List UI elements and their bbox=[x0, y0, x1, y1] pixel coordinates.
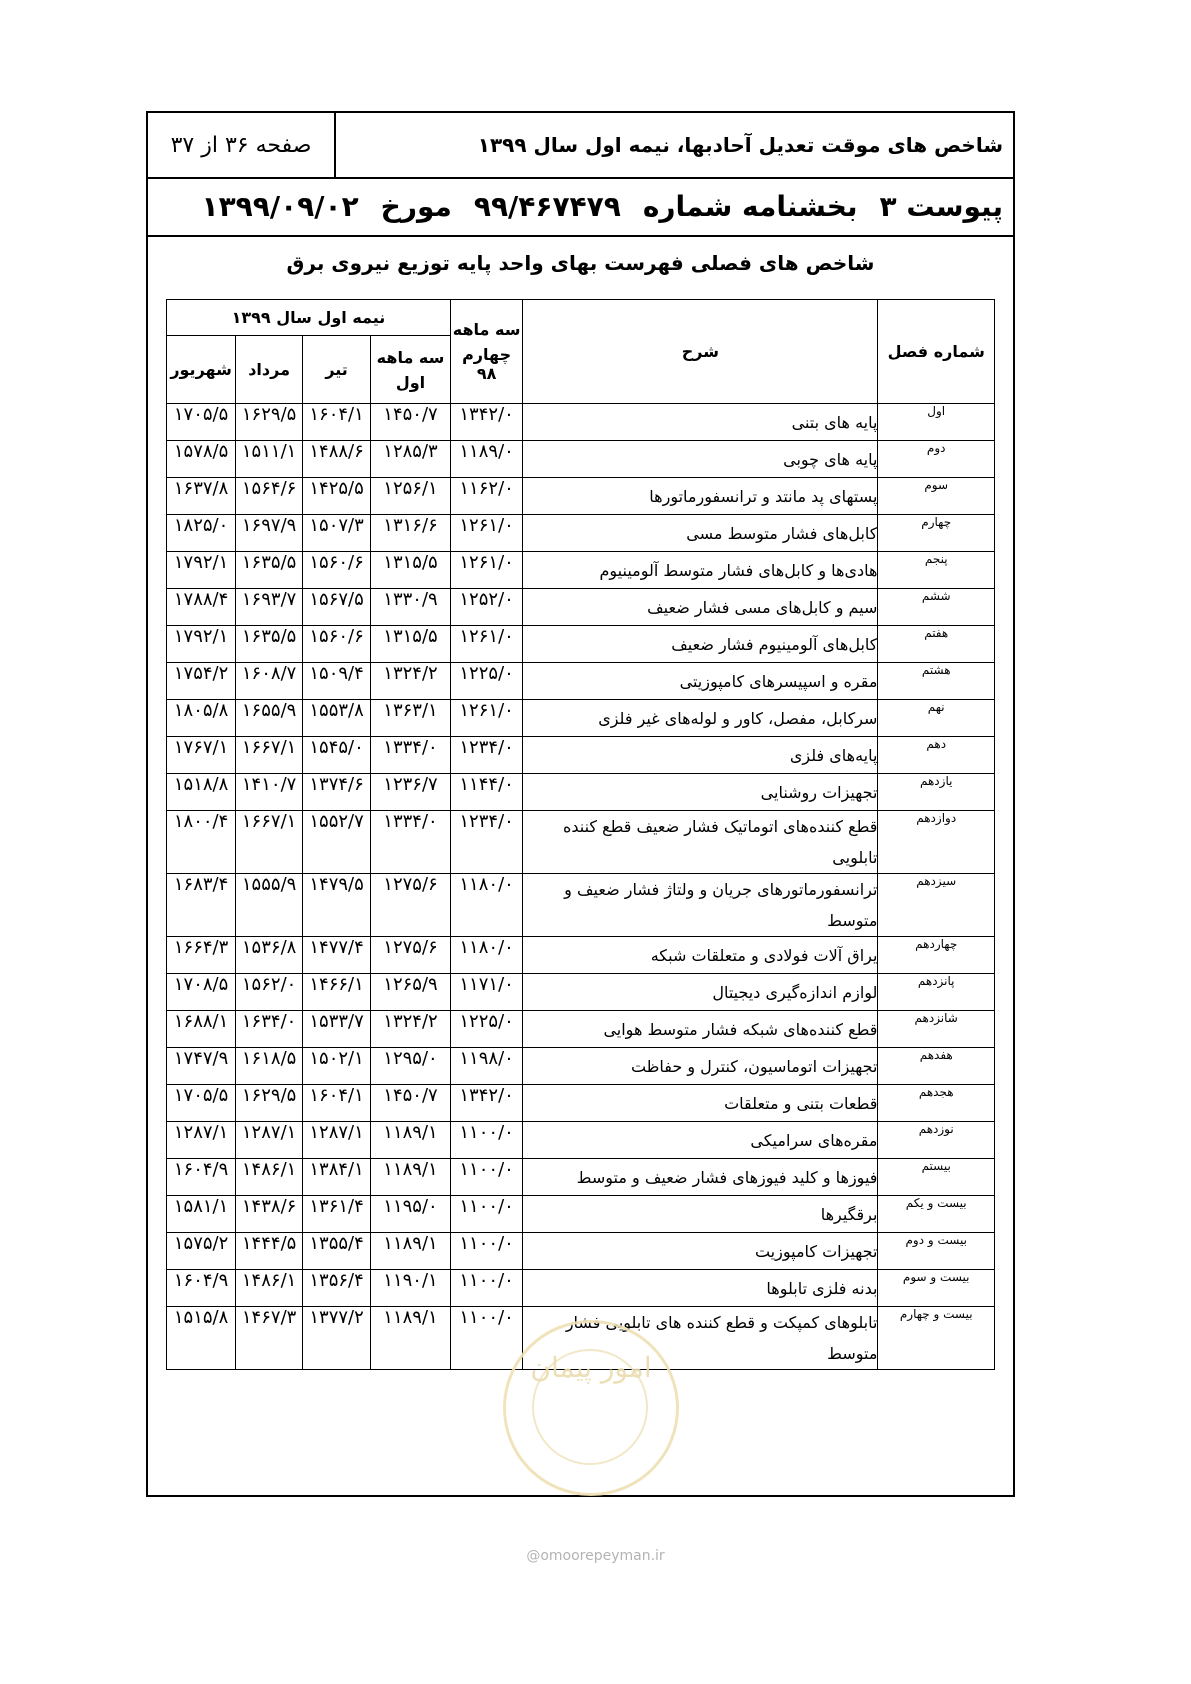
header-chapter: شماره فصل bbox=[878, 300, 995, 404]
row-chapter: پنجم bbox=[878, 552, 995, 589]
row-tir: ۱۴۷۷/۴ bbox=[303, 937, 371, 974]
row-description: یراق آلات فولادی و متعلقات شبکه bbox=[523, 937, 878, 974]
row-chapter: دهم bbox=[878, 737, 995, 774]
row-description: مقره و اسپیسرهای کامپوزیتی bbox=[523, 663, 878, 700]
row-tir: ۱۶۰۴/۱ bbox=[303, 1085, 371, 1122]
row-chapter: چهاردهم bbox=[878, 937, 995, 974]
row-shahrivar: ۱۸۰۵/۸ bbox=[167, 700, 236, 737]
row-q4-98: ۱۱۰۰/۰ bbox=[450, 1196, 522, 1233]
table-row bbox=[167, 1159, 995, 1196]
row-q1: ۱۱۸۹/۱ bbox=[371, 1159, 451, 1196]
row-shahrivar: ۱۷۹۲/۱ bbox=[167, 626, 236, 663]
seal-text: امور پیمان bbox=[530, 1351, 652, 1384]
row-chapter: بیست و یکم bbox=[878, 1196, 995, 1233]
header-q4-98-line2: چهارم ۹۸ bbox=[462, 345, 512, 383]
row-chapter: ششم bbox=[878, 589, 995, 626]
row-q4-98: ۱۲۶۱/۰ bbox=[450, 552, 522, 589]
header-q1 bbox=[371, 336, 451, 404]
row-description: سرکابل، مفصل، کاور و لوله‌های غیر فلزی bbox=[523, 700, 878, 737]
table-row bbox=[167, 811, 995, 874]
row-chapter: هفتم bbox=[878, 626, 995, 663]
row-q1: ۱۳۱۵/۵ bbox=[371, 552, 451, 589]
row-description: تجهیزات اتوماسیون، کنترل و حفاظت bbox=[523, 1048, 878, 1085]
document-title: شاخص های موقت تعدیل آحادبها، نیمه اول سال ۱۳۹۹ bbox=[477, 133, 1003, 157]
row-shahrivar: ۱۶۶۴/۳ bbox=[167, 937, 236, 974]
row-shahrivar: ۱۵۸۱/۱ bbox=[167, 1196, 236, 1233]
row-mordad: ۱۶۲۹/۵ bbox=[236, 404, 303, 441]
row-mordad: ۱۲۸۷/۱ bbox=[236, 1122, 303, 1159]
row-description: تابلوهای کمپکت و قطع کننده های تابلویی فشار متوسط bbox=[523, 1307, 878, 1370]
row-q1: ۱۳۲۴/۲ bbox=[371, 1011, 451, 1048]
row-shahrivar: ۱۶۳۷/۸ bbox=[167, 478, 236, 515]
row-description: مقره‌های سرامیکی bbox=[523, 1122, 878, 1159]
page-number: صفحه ۳۶ از ۳۷ bbox=[148, 113, 336, 177]
row-description: هادی‌ها و کابل‌های فشار متوسط آلومینیوم bbox=[523, 552, 878, 589]
row-mordad: ۱۶۹۷/۹ bbox=[236, 515, 303, 552]
table-row bbox=[167, 1048, 995, 1085]
row-description: قطع کننده‌های اتوماتیک فشار ضعیف قطع کننده تابلویی bbox=[523, 811, 878, 874]
row-shahrivar: ۱۵۱۵/۸ bbox=[167, 1307, 236, 1370]
row-shahrivar: ۱۷۵۴/۲ bbox=[167, 663, 236, 700]
header-q4-98 bbox=[450, 300, 522, 404]
circular-line bbox=[148, 177, 1013, 237]
row-mordad: ۱۴۳۸/۶ bbox=[236, 1196, 303, 1233]
header-mordad: مرداد bbox=[236, 336, 303, 404]
row-chapter: نوزدهم bbox=[878, 1122, 995, 1159]
row-shahrivar: ۱۶۸۳/۴ bbox=[167, 874, 236, 937]
row-tir: ۱۲۸۷/۱ bbox=[303, 1122, 371, 1159]
row-tir: ۱۵۵۳/۸ bbox=[303, 700, 371, 737]
row-mordad: ۱۶۳۵/۵ bbox=[236, 626, 303, 663]
row-tir: ۱۶۰۴/۱ bbox=[303, 404, 371, 441]
row-q1: ۱۴۵۰/۷ bbox=[371, 1085, 451, 1122]
row-tir: ۱۵۴۵/۰ bbox=[303, 737, 371, 774]
row-q4-98: ۱۲۳۴/۰ bbox=[450, 811, 522, 874]
row-chapter: اول bbox=[878, 404, 995, 441]
row-q1: ۱۴۵۰/۷ bbox=[371, 404, 451, 441]
table-row bbox=[167, 1233, 995, 1270]
table-row bbox=[167, 737, 995, 774]
row-shahrivar: ۱۷۶۷/۱ bbox=[167, 737, 236, 774]
row-tir: ۱۳۷۷/۲ bbox=[303, 1307, 371, 1370]
row-mordad: ۱۵۶۴/۶ bbox=[236, 478, 303, 515]
table-row bbox=[167, 626, 995, 663]
row-shahrivar: ۱۸۰۰/۴ bbox=[167, 811, 236, 874]
row-tir: ۱۵۳۳/۷ bbox=[303, 1011, 371, 1048]
row-mordad: ۱۶۳۵/۵ bbox=[236, 552, 303, 589]
row-tir: ۱۵۶۰/۶ bbox=[303, 552, 371, 589]
header-shahrivar: شهریور bbox=[167, 336, 236, 404]
row-q1: ۱۱۸۹/۱ bbox=[371, 1307, 451, 1370]
row-tir: ۱۵۶۰/۶ bbox=[303, 626, 371, 663]
row-tir: ۱۴۷۹/۵ bbox=[303, 874, 371, 937]
row-shahrivar: ۱۵۷۸/۵ bbox=[167, 441, 236, 478]
table-row bbox=[167, 589, 995, 626]
row-mordad: ۱۴۴۴/۵ bbox=[236, 1233, 303, 1270]
table-row bbox=[167, 874, 995, 937]
row-chapter: هشتم bbox=[878, 663, 995, 700]
table-row bbox=[167, 441, 995, 478]
circular-number-label: بخشنامه شماره bbox=[642, 189, 858, 223]
row-tir: ۱۴۶۶/۱ bbox=[303, 974, 371, 1011]
circular-date: ۱۳۹۹/۰۹/۰۲ bbox=[201, 189, 359, 223]
row-shahrivar: ۱۷۸۸/۴ bbox=[167, 589, 236, 626]
row-chapter: دوازدهم bbox=[878, 811, 995, 874]
row-mordad: ۱۶۹۳/۷ bbox=[236, 589, 303, 626]
row-mordad: ۱۴۸۶/۱ bbox=[236, 1159, 303, 1196]
watermark-site: @omoorepeyman.ir bbox=[526, 1548, 665, 1564]
row-chapter: شانزدهم bbox=[878, 1011, 995, 1048]
row-shahrivar: ۱۷۹۲/۱ bbox=[167, 552, 236, 589]
row-mordad: ۱۶۵۵/۹ bbox=[236, 700, 303, 737]
row-q4-98: ۱۱۹۸/۰ bbox=[450, 1048, 522, 1085]
row-description: سیم و کابل‌های مسی فشار ضعیف bbox=[523, 589, 878, 626]
header-q4-98-line1: سه ماهه bbox=[452, 320, 521, 339]
table-body bbox=[167, 404, 995, 1370]
row-q4-98: ۱۳۴۲/۰ bbox=[450, 1085, 522, 1122]
row-shahrivar: ۱۵۷۵/۲ bbox=[167, 1233, 236, 1270]
table-row bbox=[167, 404, 995, 441]
row-tir: ۱۵۰۲/۱ bbox=[303, 1048, 371, 1085]
row-chapter: دوم bbox=[878, 441, 995, 478]
row-chapter: یازدهم bbox=[878, 774, 995, 811]
row-shahrivar: ۱۸۲۵/۰ bbox=[167, 515, 236, 552]
row-q1: ۱۳۳۴/۰ bbox=[371, 811, 451, 874]
row-shahrivar: ۱۶۰۴/۹ bbox=[167, 1270, 236, 1307]
row-description: تجهیزات کامپوزیت bbox=[523, 1233, 878, 1270]
row-description: ترانسفورماتورهای جریان و ولتاژ فشار ضعیف و متوسط bbox=[523, 874, 878, 937]
row-chapter: چهارم bbox=[878, 515, 995, 552]
table-row bbox=[167, 478, 995, 515]
table-row bbox=[167, 1085, 995, 1122]
row-mordad: ۱۶۳۴/۰ bbox=[236, 1011, 303, 1048]
row-chapter: بیستم bbox=[878, 1159, 995, 1196]
header-description: شرح bbox=[523, 300, 878, 404]
row-mordad: ۱۶۰۸/۷ bbox=[236, 663, 303, 700]
row-tir: ۱۵۶۷/۵ bbox=[303, 589, 371, 626]
row-mordad: ۱۴۶۷/۳ bbox=[236, 1307, 303, 1370]
row-shahrivar: ۱۷۴۷/۹ bbox=[167, 1048, 236, 1085]
row-q4-98: ۱۲۵۲/۰ bbox=[450, 589, 522, 626]
row-q4-98: ۱۳۴۲/۰ bbox=[450, 404, 522, 441]
circular-date-label: مورخ bbox=[380, 189, 452, 223]
row-description: پایه های چوبی bbox=[523, 441, 878, 478]
row-q1: ۱۱۹۵/۰ bbox=[371, 1196, 451, 1233]
row-q4-98: ۱۱۰۰/۰ bbox=[450, 1159, 522, 1196]
row-q1: ۱۱۸۹/۱ bbox=[371, 1233, 451, 1270]
row-description: فیوزها و کلید فیوزهای فشار ضعیف و متوسط bbox=[523, 1159, 878, 1196]
table-row bbox=[167, 1011, 995, 1048]
header-tir: تیر bbox=[303, 336, 371, 404]
table-row bbox=[167, 1270, 995, 1307]
row-tir: ۱۳۷۴/۶ bbox=[303, 774, 371, 811]
row-q4-98: ۱۱۸۰/۰ bbox=[450, 874, 522, 937]
row-mordad: ۱۵۵۵/۹ bbox=[236, 874, 303, 937]
header-q1-line2: اول bbox=[395, 372, 426, 392]
row-q1: ۱۲۷۵/۶ bbox=[371, 937, 451, 974]
row-chapter: هجدهم bbox=[878, 1085, 995, 1122]
row-chapter: هفدهم bbox=[878, 1048, 995, 1085]
row-q4-98: ۱۱۰۰/۰ bbox=[450, 1270, 522, 1307]
row-tir: ۱۵۰۷/۳ bbox=[303, 515, 371, 552]
row-q4-98: ۱۱۸۰/۰ bbox=[450, 937, 522, 974]
row-mordad: ۱۶۶۷/۱ bbox=[236, 737, 303, 774]
row-description: کابل‌های فشار متوسط مسی bbox=[523, 515, 878, 552]
row-shahrivar: ۱۶۰۴/۹ bbox=[167, 1159, 236, 1196]
row-tir: ۱۳۸۴/۱ bbox=[303, 1159, 371, 1196]
row-mordad: ۱۵۶۲/۰ bbox=[236, 974, 303, 1011]
row-mordad: ۱۵۱۱/۱ bbox=[236, 441, 303, 478]
row-mordad: ۱۴۱۰/۷ bbox=[236, 774, 303, 811]
row-shahrivar: ۱۷۰۵/۵ bbox=[167, 404, 236, 441]
row-tir: ۱۵۵۲/۷ bbox=[303, 811, 371, 874]
row-shahrivar: ۱۷۰۵/۵ bbox=[167, 1085, 236, 1122]
row-chapter: نهم bbox=[878, 700, 995, 737]
document-frame bbox=[146, 111, 1015, 1497]
table-title: شاخص های فصلی فهرست بهای واحد پایه توزیع نیروی برق bbox=[286, 251, 875, 275]
row-description: پایه‌های فلزی bbox=[523, 737, 878, 774]
row-q1: ۱۱۸۹/۱ bbox=[371, 1122, 451, 1159]
row-q1: ۱۳۳۴/۰ bbox=[371, 737, 451, 774]
row-mordad: ۱۶۱۸/۵ bbox=[236, 1048, 303, 1085]
row-shahrivar: ۱۶۸۸/۱ bbox=[167, 1011, 236, 1048]
row-q1: ۱۲۹۵/۰ bbox=[371, 1048, 451, 1085]
row-q4-98: ۱۲۶۱/۰ bbox=[450, 700, 522, 737]
row-mordad: ۱۶۲۹/۵ bbox=[236, 1085, 303, 1122]
table-row bbox=[167, 937, 995, 974]
row-chapter: سیزدهم bbox=[878, 874, 995, 937]
row-q4-98: ۱۱۸۹/۰ bbox=[450, 441, 522, 478]
row-q4-98: ۱۲۲۵/۰ bbox=[450, 663, 522, 700]
table-row bbox=[167, 774, 995, 811]
table-row bbox=[167, 700, 995, 737]
row-q4-98: ۱۱۰۰/۰ bbox=[450, 1307, 522, 1370]
row-q4-98: ۱۲۶۱/۰ bbox=[450, 515, 522, 552]
row-mordad: ۱۶۶۷/۱ bbox=[236, 811, 303, 874]
row-q1: ۱۲۸۵/۳ bbox=[371, 441, 451, 478]
index-table bbox=[166, 299, 995, 1370]
row-description: لوازم اندازه‌گیری دیجیتال bbox=[523, 974, 878, 1011]
row-description: قطع کننده‌های شبکه فشار متوسط هوایی bbox=[523, 1011, 878, 1048]
table-row bbox=[167, 552, 995, 589]
row-q1: ۱۳۲۴/۲ bbox=[371, 663, 451, 700]
row-q4-98: ۱۱۶۲/۰ bbox=[450, 478, 522, 515]
table-row bbox=[167, 974, 995, 1011]
row-q1: ۱۲۳۶/۷ bbox=[371, 774, 451, 811]
row-mordad: ۱۵۳۶/۸ bbox=[236, 937, 303, 974]
row-chapter: بیست و چهارم bbox=[878, 1307, 995, 1370]
row-q4-98: ۱۱۰۰/۰ bbox=[450, 1233, 522, 1270]
row-description: پستهای پد مانتد و ترانسفورماتورها bbox=[523, 478, 878, 515]
row-q1: ۱۲۶۵/۹ bbox=[371, 974, 451, 1011]
row-tir: ۱۳۶۱/۴ bbox=[303, 1196, 371, 1233]
header-half-1399: نیمه اول سال ۱۳۹۹ bbox=[167, 300, 451, 336]
watermark-seal bbox=[503, 1320, 679, 1496]
appendix-label: پیوست ۳ bbox=[879, 189, 1003, 223]
table-row bbox=[167, 1122, 995, 1159]
table-row bbox=[167, 515, 995, 552]
row-description: تجهیزات روشنایی bbox=[523, 774, 878, 811]
document-header bbox=[148, 113, 1013, 179]
row-tir: ۱۵۰۹/۴ bbox=[303, 663, 371, 700]
row-q1: ۱۲۵۶/۱ bbox=[371, 478, 451, 515]
row-q4-98: ۱۱۰۰/۰ bbox=[450, 1122, 522, 1159]
row-q4-98: ۱۱۷۱/۰ bbox=[450, 974, 522, 1011]
row-q1: ۱۳۱۶/۶ bbox=[371, 515, 451, 552]
row-q1: ۱۳۳۰/۹ bbox=[371, 589, 451, 626]
row-description: قطعات بتنی و متعلقات bbox=[523, 1085, 878, 1122]
row-shahrivar: ۱۲۸۷/۱ bbox=[167, 1122, 236, 1159]
row-description: بدنه فلزی تابلوها bbox=[523, 1270, 878, 1307]
row-tir: ۱۴۸۸/۶ bbox=[303, 441, 371, 478]
row-q4-98: ۱۲۶۱/۰ bbox=[450, 626, 522, 663]
table-row bbox=[167, 1196, 995, 1233]
row-shahrivar: ۱۷۰۸/۵ bbox=[167, 974, 236, 1011]
row-q4-98: ۱۲۳۴/۰ bbox=[450, 737, 522, 774]
header-q1-line1: سه ماهه bbox=[376, 347, 445, 367]
row-chapter: بیست و سوم bbox=[878, 1270, 995, 1307]
row-tir: ۱۳۵۶/۴ bbox=[303, 1270, 371, 1307]
row-chapter: پانزدهم bbox=[878, 974, 995, 1011]
circular-number: ۹۹/۴۶۷۴۷۹ bbox=[473, 189, 621, 223]
row-mordad: ۱۴۸۶/۱ bbox=[236, 1270, 303, 1307]
row-q1: ۱۲۷۵/۶ bbox=[371, 874, 451, 937]
row-q1: ۱۳۱۵/۵ bbox=[371, 626, 451, 663]
row-tir: ۱۴۲۵/۵ bbox=[303, 478, 371, 515]
row-q4-98: ۱۲۲۵/۰ bbox=[450, 1011, 522, 1048]
row-tir: ۱۳۵۵/۴ bbox=[303, 1233, 371, 1270]
row-q1: ۱۱۹۰/۱ bbox=[371, 1270, 451, 1307]
row-chapter: سوم bbox=[878, 478, 995, 515]
row-description: کابل‌های آلومینیوم فشار ضعیف bbox=[523, 626, 878, 663]
table-row bbox=[167, 663, 995, 700]
row-q1: ۱۳۶۳/۱ bbox=[371, 700, 451, 737]
row-chapter: بیست و دوم bbox=[878, 1233, 995, 1270]
row-shahrivar: ۱۵۱۸/۸ bbox=[167, 774, 236, 811]
row-description: برقگیرها bbox=[523, 1196, 878, 1233]
row-q4-98: ۱۱۴۴/۰ bbox=[450, 774, 522, 811]
row-description: پایه های بتنی bbox=[523, 404, 878, 441]
